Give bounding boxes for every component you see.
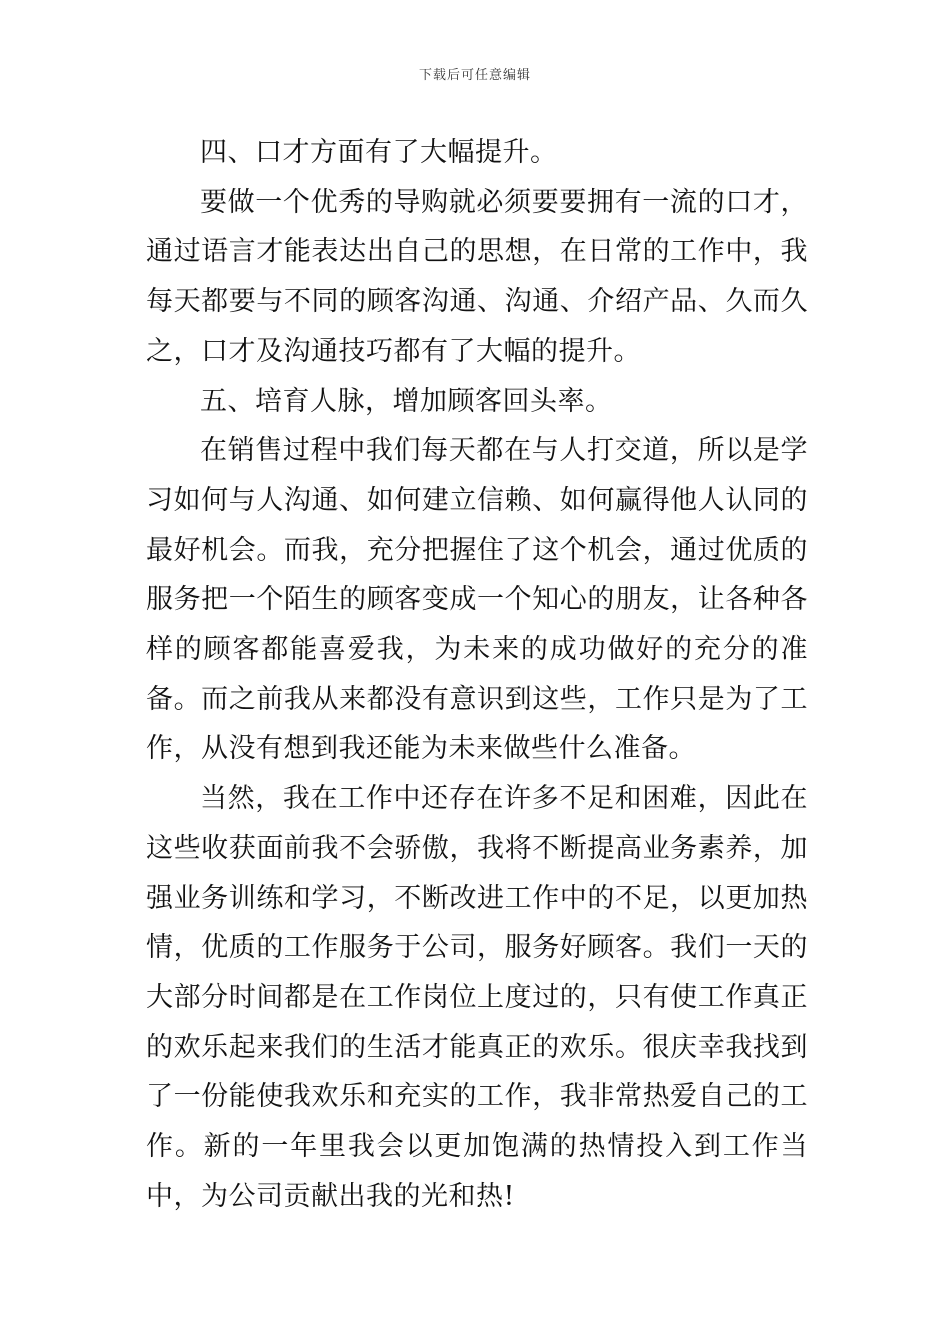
paragraph-network: 在销售过程中我们每天都在与人打交道，所以是学习如何与人沟通、如何建立信赖、如何赢得他人认同的最好机会。而我，充分把握住了这个机会，通过优质的服务把一个陌生的顾客变成一个知心的朋友，让各种各样的顾客都能喜爱我，为未来的成功做好的充分的准备。而之前我从来都没有意识到这些，工作只是为了工作，从没有想到我还能为未来做些什么准备。 (146, 435, 808, 765)
page-header: 下载后可任意编辑 (418, 68, 531, 83)
paragraph-eloquence: 要做一个优秀的导购就必须要要拥有一流的口才，通过语言才能表达出自己的思想，在日常的工作中，我每天都要与不同的顾客沟通、沟通、介绍产品、久而久之，口才及沟通技巧都有了大幅的提升。 (146, 186, 808, 367)
document-body (146, 128, 808, 1221)
section-heading-network: 五、培育人脉，增加顾客回头率。 (200, 385, 613, 417)
section-heading-eloquence: 四、口才方面有了大幅提升。 (200, 137, 558, 168)
paragraph-conclusion: 当然，我在工作中还存在许多不足和困难，因此在这些收获面前我不会骄傲，我将不断提高业务素养，加强业务训练和学习，不断改进工作中的不足，以更加热情，优质的工作服务于公司，服务好顾客。我们一天的大部分时间都是在工作岗位上度过的，只有使工作真正的欢乐起来我们的生活才能真正的欢乐。很庆幸我找到了一份能使我欢乐和充实的工作，我非常热爱自己的工作。新的一年里我会以更加饱满的热情投入到工作当中，为公司贡献出我的光和热! (146, 783, 808, 1212)
